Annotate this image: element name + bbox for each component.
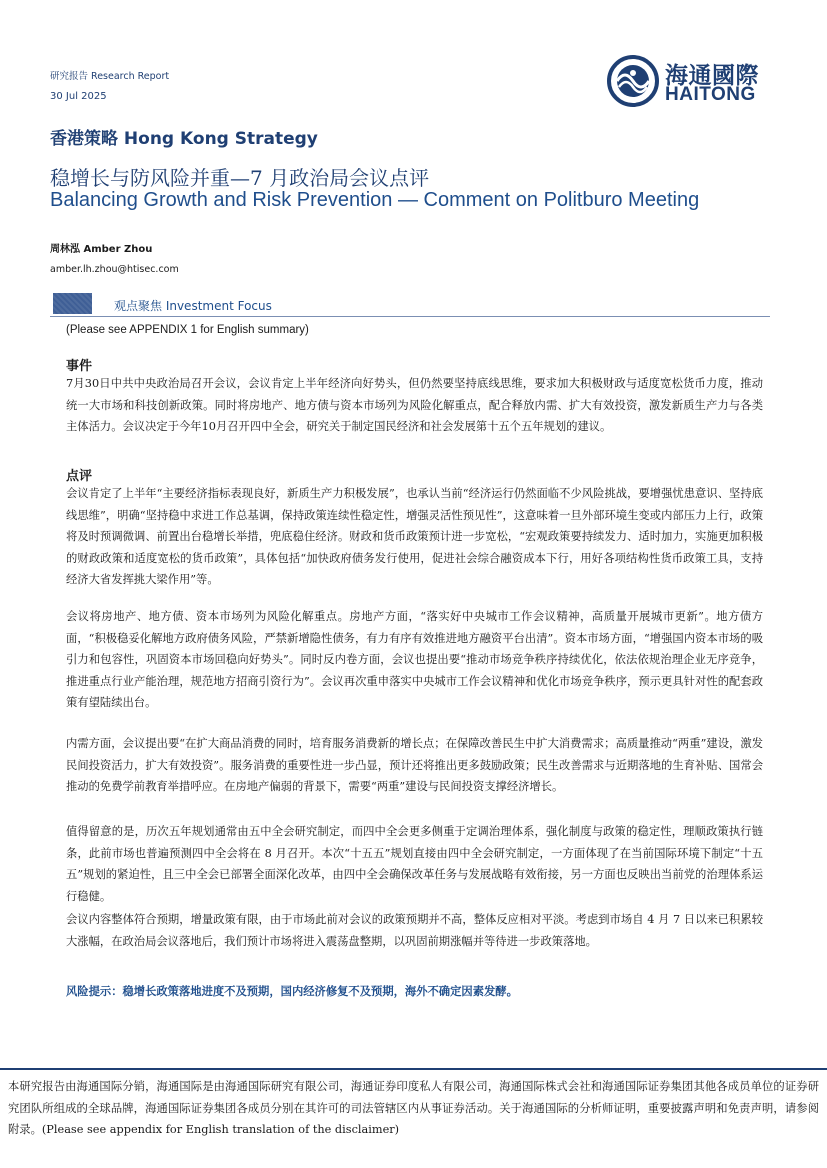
logo-text-en: HAITONG [665,84,756,105]
appendix-note: (Please see APPENDIX 1 for English summary) [66,324,309,336]
risk-warning: 风险提示：稳增长政策落地进度不及预期，国内经济修复不及预期，海外不确定因素发酵。 [66,984,518,998]
report-title-cn: 稳增长与防风险并重—7 月政治局会议点评 [50,166,430,190]
focus-divider [50,316,770,317]
event-heading: 事件 [66,359,93,374]
author-email[interactable]: amber.lh.zhou@htisec.com [50,264,179,275]
footer-divider [0,1068,827,1070]
author-name: 周林泓 Amber Zhou [50,244,153,255]
report-date: 30 Jul 2025 [50,91,107,102]
investment-focus-label: 观点聚焦 Investment Focus [114,299,272,313]
report-type-label: 研究报告 Research Report [50,71,170,82]
footer-disclaimer: 本研究报告由海通国际分销，海通国际是由海通国际研究有限公司，海通证券印度私人有限公司，海通国际株式会社和海通国际证券集团其他各成员单位的证券研究团队所组成的全球品牌，海通国际证券集团各成员分别在其许可的司法管辖区内从事证券活动。关于海通国际的分析师证明，重要披露声明和免责声明，请参阅附录。(Please see appendix for English translation of the disclaimer) [8,1080,819,1136]
comment-paragraph-4: 值得留意的是，历次五年规划通常由五中全会研究制定，而四中全会更多侧重于定调治理体系，强化制度与政策的稳定性，理顺政策执行链条，此前市场也普遍预测四中全会将在 8 月召开。本次“十五五”规划直接由四中全会研究制定，一方面体现了在当前国际环境下制定“十五五”规划的紧迫性，且三中全会已部署全面深化改革，由四中全会确保改革任务与发展战略有效衔接，另一方面也反映出当前党的治理体系运行稳健。 [66,825,763,903]
comment-paragraph-3: 内需方面，会议提出要“在扩大商品消费的同时，培育服务消费新的增长点；在保障改善民生中扩大消费需求；高质量推动“两重”建设，激发民间投资活力，扩大有效投资”。服务消费的重要性进一步凸显，预计还将推出更多鼓励政策；民生改善需求与近期落地的生育补贴、国常会推动的免费学前教育举措呼应。在房地产偏弱的背景下，需要“两重”建设与民间投资支撑经济增长。 [66,737,763,793]
report-title-en: Balancing Growth and Risk Prevention — Comment on Politburo Meeting [50,189,700,211]
haitong-logo-icon [607,55,659,107]
logo-text-cn: 海通國際 [665,63,759,89]
comment-paragraph-1: 会议肯定了上半年“主要经济指标表现良好，新质生产力积极发展”，也承认当前“经济运行仍然面临不少风险挑战，要增强忧患意识、坚持底线思维”，明确“坚持稳中求进工作总基调，保持政策连续性稳定性，增强灵活性预见性”，这意味着一旦外部环境生变或内部压力上行，政策将及时预调微调、前置出台稳增长举措，兜底稳住经济。财政和货币政策预计进一步宽松，“宏观政策要持续发力、适时加力，实施更加积极的财政政策和适度宽松的货币政策”，具体包括“加快政府债务发行使用，促进社会综合融资成本下行，用好各项结构性货币政策工具，支持经济大省发挥挑大梁作用”等。 [66,487,763,586]
report-series: 香港策略 Hong Kong Strategy [50,129,318,149]
comment-paragraph-5: 会议内容整体符合预期，增量政策有限，由于市场此前对会议的政策预期并不高，整体反应相对平淡。考虑到市场自 4 月 7 日以来已积累较大涨幅，在政治局会议落地后，我们预计市场将进入震荡盘整期，以巩固前期涨幅并等待进一步政策落地。 [66,913,763,948]
focus-marker-block [53,293,92,314]
comment-heading: 点评 [66,469,93,484]
haitong-logo [607,55,769,107]
comment-paragraph-2: 会议将房地产、地方债、资本市场列为风险化解重点。房地产方面，“落实好中央城市工作会议精神，高质量开展城市更新”。地方债方面，“积极稳妥化解地方政府债务风险，严禁新增隐性债务，有力有序有效推进地方融资平台出清”。资本市场方面，“增强国内资本市场的吸引力和包容性，巩固资本市场回稳向好势头”。同时反内卷方面，会议也提出要“推动市场竞争秩序持续优化，依法依规治理企业无序竞争，推进重点行业产能治理，规范地方招商引资行为”。会议再次重申落实中央城市工作会议精神和优化市场竞争秩序，预示更具针对性的配套政策有望陆续出台。 [66,610,763,709]
event-paragraph: 7月30日中共中央政治局召开会议，会议肯定上半年经济向好势头，但仍然要坚持底线思维，要求加大积极财政与适度宽松货币力度，推动统一大市场和科技创新政策。同时将房地产、地方债与资本市场列为风险化解重点，配合释放内需、扩大有效投资，激发新质生产力与各类主体活力。会议决定于今年10月召开四中全会，研究关于制定国民经济和社会发展第十五个五年规划的建议。 [66,377,763,433]
